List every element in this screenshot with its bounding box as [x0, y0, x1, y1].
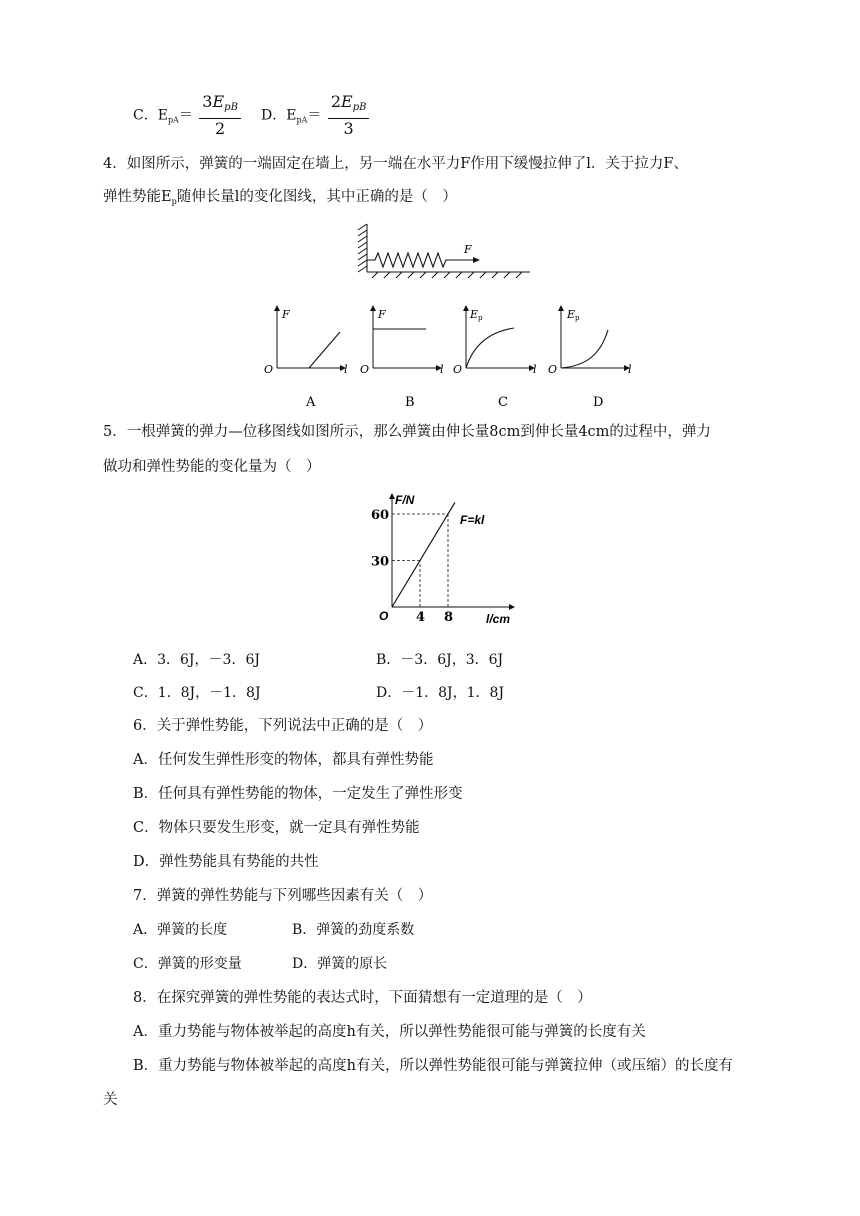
- q4-stem-line2: [103, 187, 457, 212]
- graph-d: [548, 306, 632, 410]
- graph-c-option: C: [498, 395, 508, 410]
- chart-x-label: l/cm: [486, 612, 511, 626]
- spring-coil: [367, 253, 452, 267]
- graph-d-option: D: [593, 395, 604, 410]
- graph-b-origin: O: [360, 363, 370, 376]
- q4-graphs: [260, 300, 660, 412]
- q3-option-c-sub: pA: [167, 115, 179, 125]
- wall-hatch: [358, 224, 367, 272]
- q3-option-c-eq: ＝: [178, 107, 193, 124]
- q6-option-c: C．物体只要发生形变，就一定具有弹性势能: [133, 820, 420, 836]
- graph-a-origin: O: [264, 363, 274, 376]
- q5-option-a: A．3．6J，－3．6J: [133, 652, 260, 668]
- graph-a: [264, 306, 348, 410]
- q3-option-d-eq: ＝: [307, 107, 322, 124]
- graph-d-y-label-main: E: [567, 308, 576, 321]
- q8-option-a: A．重力势能与物体被举起的高度h有关，所以弹性势能很可能与弹簧的长度有关: [133, 1024, 646, 1040]
- q7-option-d: D．弹簧的原长: [292, 956, 388, 972]
- graph-c-y-label: [469, 308, 483, 322]
- q3-option-c-label: C．E: [133, 107, 168, 124]
- q3-d-num-sub: pB: [352, 102, 367, 113]
- q5-option-b: B．－3．6J，3．6J: [376, 652, 504, 668]
- chart-series-label: F=kl: [460, 513, 485, 527]
- graph-b-option: B: [405, 395, 415, 410]
- q3-option-d: [261, 92, 371, 139]
- x-tick-label-8: 8: [444, 610, 454, 625]
- q3-c-num-sub: pB: [224, 102, 238, 113]
- q5-stem-line2: 做功和弹性势能的变化量为（ ）: [103, 459, 321, 475]
- graph-c-y-label-sub: p: [478, 314, 483, 322]
- force-extension-chart: [368, 488, 528, 630]
- q3-option-d-label: D．E: [261, 107, 297, 124]
- q3-c-den: 2: [215, 119, 226, 138]
- graph-d-origin: O: [548, 363, 558, 376]
- series-line-f-kl: [392, 502, 455, 607]
- q6-option-d: D．弹性势能具有势能的共性: [133, 854, 319, 870]
- q4-stem-line1: 4．如图所示，弹簧的一端固定在墙上，另一端在水平力F作用下缓慢拉伸了l．关于拉力F、: [103, 156, 688, 172]
- graph-b: [360, 306, 444, 410]
- q4-stem-line2-sub: p: [171, 197, 177, 206]
- floor-hatch: [367, 272, 530, 278]
- graph-b-y-label: F: [378, 308, 386, 321]
- q3-c-num-coef: 3: [202, 92, 213, 111]
- q3-option-c-fraction: [199, 92, 241, 139]
- q7-stem: 7．弹簧的弹性势能与下列哪些因素有关（ ）: [133, 888, 433, 904]
- graph-a-curve: [309, 332, 340, 368]
- q7-option-a: A．弹簧的长度: [133, 922, 228, 938]
- q3-d-num-coef: 2: [330, 92, 341, 111]
- graph-d-curve: [561, 330, 608, 368]
- q3-option-d-fraction: [328, 92, 370, 139]
- spring-diagram: [340, 218, 540, 280]
- q4-graphs-svg: [260, 300, 660, 412]
- graph-d-y-label-sub: p: [575, 314, 580, 322]
- q8-option-b-line1: B．重力势能与物体被举起的高度h有关，所以弹性势能很可能与弹簧拉伸（或压缩）的长度有: [133, 1058, 733, 1074]
- graph-a-y-label: F: [282, 308, 290, 321]
- q7-option-c: C．弹簧的形变量: [133, 956, 242, 972]
- q8-stem: 8．在探究弹簧的弹性势能的表达式时，下面猜想有一定道理的是（ ）: [133, 990, 592, 1006]
- q6-stem: 6．关于弹性势能，下列说法中正确的是（ ）: [133, 718, 433, 734]
- q5-stem-line1: 5．一根弹簧的弹力—位移图线如图所示，那么弹簧由伸长量8cm到伸长量4cm的过程中，弹力: [103, 424, 711, 440]
- graph-c-x-label: l: [533, 363, 537, 376]
- graph-c-curve: [466, 328, 514, 368]
- q8-option-b-line2: 关: [103, 1092, 118, 1108]
- graph-a-x-label: l: [344, 363, 348, 376]
- graph-c: [453, 306, 537, 410]
- q3-d-num-var: E: [341, 92, 353, 111]
- graph-c-y-label-main: E: [470, 308, 479, 321]
- graph-d-x-label: l: [628, 363, 632, 376]
- graph-c-origin: O: [453, 363, 463, 376]
- q5-option-d: D．－1．8J，1．8J: [376, 685, 505, 701]
- force-arrow-head: [473, 257, 480, 263]
- q3-d-den: 3: [343, 119, 354, 138]
- y-tick-label-30: 30: [371, 554, 390, 570]
- q3-option-d-sub: pA: [296, 115, 308, 125]
- graph-a-option: A: [306, 395, 316, 410]
- y-tick-label-60: 60: [371, 508, 390, 523]
- graph-d-y-label: [566, 308, 580, 322]
- q4-stem-line2-b: 随伸长量l的变化图线，其中正确的是（ ）: [176, 189, 457, 205]
- q3-c-num-var: E: [212, 92, 225, 111]
- q4-stem-line2-a: 弹性势能E: [103, 189, 172, 205]
- q7-option-b: B．弹簧的劲度系数: [292, 922, 415, 938]
- chart-y-label: F/N: [395, 493, 415, 507]
- q6-option-a: A．任何发生弹性形变的物体，都具有弹性势能: [133, 752, 434, 768]
- chart-origin-label: O: [379, 609, 389, 623]
- q6-option-b: B．任何具有弹性势能的物体，一定发生了弹性形变: [133, 786, 463, 802]
- q5-option-c: C．1．8J，－1．8J: [133, 685, 261, 701]
- q3-option-c: [133, 92, 243, 139]
- force-label: F: [464, 243, 472, 256]
- x-tick-label-4: 4: [416, 610, 426, 625]
- graph-b-x-label: l: [440, 363, 444, 376]
